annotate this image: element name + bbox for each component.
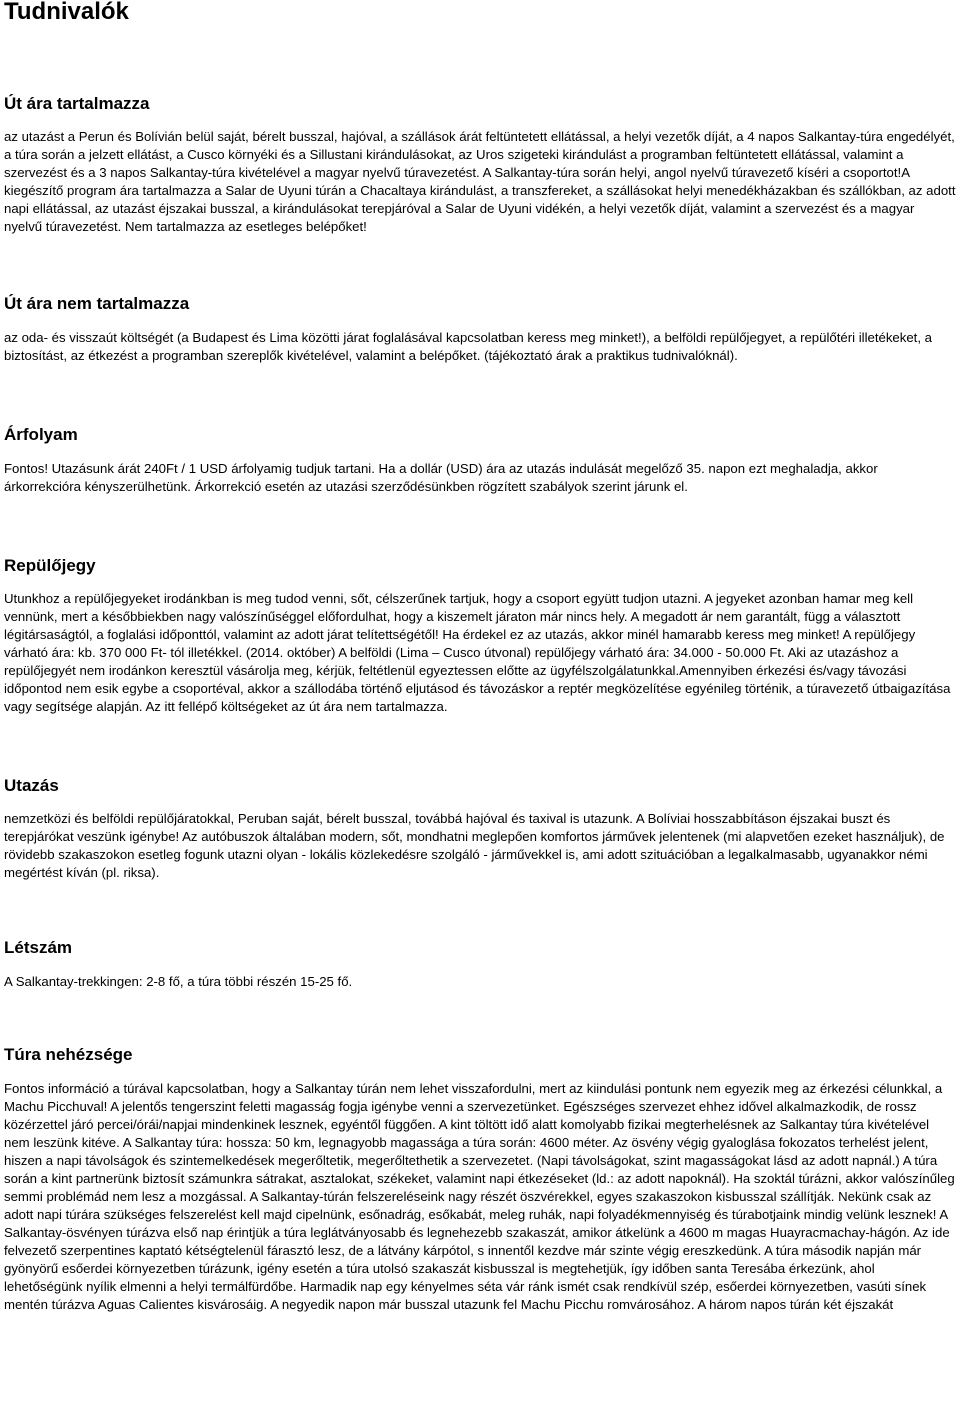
section-body-group-size: A Salkantay-trekkingen: 2-8 fő, a túra többi részén 15-25 fő. bbox=[4, 974, 353, 989]
section-title-price-excludes: Út ára nem tartalmazza bbox=[4, 294, 190, 313]
section-title-tour-difficulty: Túra nehézsége bbox=[4, 1045, 133, 1064]
section-body-price-includes: az utazást a Perun és Bolívián belül saját, bérelt busszal, hajóval, a szállások árát feltüntetett ellátással, a helyi vezetők díját, a 4 napos Salkantay-túra engedélyét, a túra során a jelzett ellátást, a Cusco környéki és a Sillustani kirándulásokat, az Uros szigeteki kirándulást a programban feltüntetett ellátással, valamint a szervezést és a 3 napos Salkantay-túra kivételével a magyar nyelvű túravezetést. A Salkantay-túra során helyi, angol nyelvű túravezető kíséri a csoportot!A kiegészítő program ára tartalmazza a Salar de Uyuni túrán a Chacaltaya kirándulást, a transzfereket, a szállásokat helyi menedékházakban és szállókban, az adott napi ellátással, az utazást éjszakai busszal, a kirándulásokat terepjáróval a Salar de Uyuni vidékén, a helyi vezetők díját, valamint a szervezést és a magyar nyelvű túravezetést. Nem tartalmazza az esetleges belépőket! bbox=[4, 129, 956, 234]
section-title-flight-ticket: Repülőjegy bbox=[4, 556, 96, 575]
section-title-travel: Utazás bbox=[4, 776, 59, 795]
section-body-tour-difficulty: Fontos információ a túrával kapcsolatban, hogy a Salkantay túrán nem lehet visszafordulni, mert az kiindulási pontunk nem egyezik meg az érkezési célunkkal, a Machu Picchuval! A jelentős tengerszint feletti magasság fogja igénybe venni a szervezetünket. Egészséges szervezet ehhez idővel alkalmazkodik, de rossz közérzettel járó percei/órái/napjai mindenkinek lesznek, egyéntől függően. A kint töltött idő alatt komolyabb fizikai megterhelésnek az Salkantay túra kivételével nem leszünk kitéve. A Salkantay túra: hossza: 50 km, legnagyobb magassága a túra során: 4600 méter. Az ösvény végig gyaloglása fokozatos terhelést jelent, hiszen a napi távolságok és szintemelkedések megerőltetik, megerőltethetik a szervezetet. (Napi távolságokat, szint magasságokat lásd az adott napnál.) A túra során a kint partnerünk biztosít számunkra sátrakat, asztalokat, székeket, valamint napi étkezéseket (ld.: az adott napoknál). Ha szoktál túrázni, akkor valószínűleg semmi problémád nem lesz a mozgással. A Salkantay-túrán felszereléseink nagy részét öszvérekkel, egyes szakaszokon kisbusszal szállítják. Nekünk csak az adott napi túrára szükséges felszerelést kell majd cipelnünk, esőnadrág, esőkabát, meleg ruhák, napi folyadékmennyiség és túrabotjaink mindig velünk lesznek! A Salkantay-ösvényen túrázva első nap érintjük a túra leglátványosabb és legnehezebb szakaszát, amikor átkelünk a 4600 m magas Huayracmachay-hágón. Az ide felvezető szerpentines kaptató kétségtelenül fárasztó lesz, de a látvány kárpótol, s innentől kezdve már szinte végig ereszkedünk. A túra második napján már gyönyörű esőerdei környezetben túrázunk, igény esetén a túra utolsó szakaszát kisbusszal is megtehetjük, így időben santa Teresába érkezünk, ahol lehetőségünk nyílik elmenni a helyi termálfürdőbe. Harmadik nap egy kényelmes séta vár ránk ismét csak rendkívül szép, esőerdei környezetben, vasúti sínek mentén túrázva Aguas Calientes kisvárosáig. A negyedik napon már busszal utazunk fel Machu Picchu romvárosához. A három napos túrán két éjszakát bbox=[4, 1081, 955, 1312]
section-title-group-size: Létszám bbox=[4, 938, 73, 957]
section-body-price-excludes: az oda- és visszaút költségét (a Budapest és Lima közötti járat foglalásával kapcsolatban keress meg minket!), a belföldi repülőjegyet, a repülőtéri illetékeket, a biztosítást, az étkezést a programban szereplők kivételével, valamint a belépőket. (tájékoztató árak a praktikus tudnivalóknál). bbox=[4, 330, 933, 363]
section-body-travel: nemzetközi és belföldi repülőjáratokkal, Peruban saját, bérelt busszal, továbbá hajóval és taxival is utazunk. A Bolíviai hosszabbításon éjszakai buszt és terepjárókat veszünk igénybe! Az autóbuszok általában modern, sőt, mondhatni meglepően komfortos járművek jelentenek (mi alapvetően ezeket használjuk), de rövidebb szakaszokon esetleg fogunk utazni olyan - lokális közlekedésre szolgáló - járművekkel is, ami adott szituációban a legalkalmasabb, ugyanakkor némi megértést kíván (pl. riksa). bbox=[4, 811, 945, 880]
section-body-exchange-rate: Fontos! Utazásunk árát 240Ft / 1 USD árfolyamig tudjuk tartani. Ha a dollár (USD) ára az utazás indulását megelőző 35. napon ezt meghaladja, akkor árkorrekcióra kényszerülhetünk. Árkorrekció esetén az utazási szerződésünkben rögzített szabályok szerint járunk el. bbox=[4, 461, 878, 494]
page-title: Tudnivalók bbox=[4, 0, 129, 25]
section-title-exchange-rate: Árfolyam bbox=[4, 425, 78, 444]
section-title-price-includes: Út ára tartalmazza bbox=[4, 94, 150, 113]
section-body-flight-ticket: Utunkhoz a repülőjegyeket irodánkban is meg tudod venni, sőt, célszerűnek tartjuk, hogy a csoport együtt tudjon utazni. A jegyeket azonban hamar meg kell vennünk, mert a későbbiekben nagy valószínűséggel előfordulhat, hogy a kiszemelt járaton már nincs hely. A megadott ár nem garantált, függ a választott légitársaságtól, a foglalási időponttól, valamint az adott járat telítettségétől! Ha érdekel ez az utazás, akkor minél hamarabb keress meg minket! A repülőjegy várható ára: kb. 370 000 Ft- tól illetékkel. (2014. október) A belföldi (Lima – Cusco útvonal) repülőjegy várható ára: 34.000 - 50.000 Ft. Aki az utazáshoz a repülőjegyét nem irodánkon keresztül vásárolja meg, kérjük, feltétlenül egyeztessen előtte az ügyfélszolgálatunkkal.Amennyiben érkezési és/vagy távozási időpontod nem esik egybe a csoportéval, akkor a szállodába történő eljutásod és távozáskor a reptér megközelítése egyénileg történik, a túravezető útbaigazítása vagy segítsége alapján. Az itt fellépő költségeket az út ára nem tartalmazza. bbox=[4, 591, 951, 714]
